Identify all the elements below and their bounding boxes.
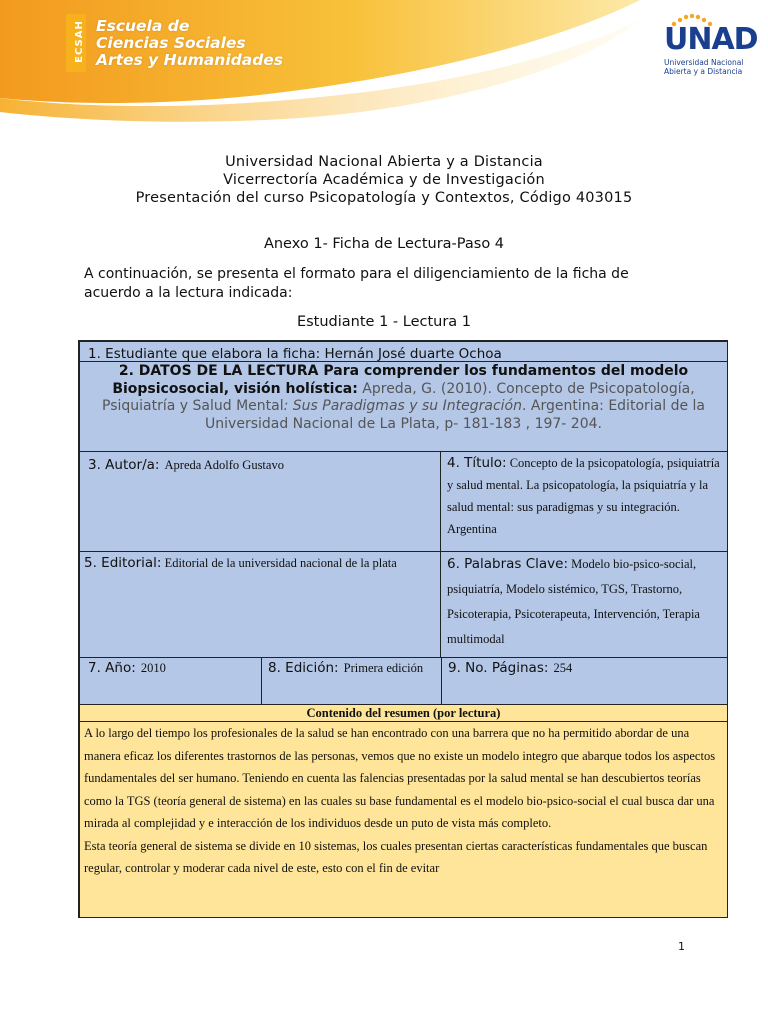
school-name-line-1: Escuela de (96, 17, 190, 35)
publisher-cell (79, 551, 441, 658)
reading-citation-italic: : Sus Paradigmas y su Integración (283, 398, 522, 414)
publisher-value: Editorial de la universidad nacional de la plata (164, 556, 397, 570)
edition-value: Primera edición (343, 661, 424, 675)
header-banner (0, 0, 768, 128)
author-value: Apreda Adolfo Gustavo (164, 458, 284, 472)
publisher-label: 5. Editorial: (84, 555, 162, 571)
school-name-line-2: Ciencias Sociales (96, 34, 246, 52)
summary-paragraph-2: Esta teoría general de sistema se divide en 10 sistemas, los cuales presentan ciertas características fundamentales que buscan regular, controlar y moderar cada nivel de este, esto con el fin de evitar (84, 838, 708, 875)
edition-label: 8. Edición: (268, 660, 339, 676)
school-name-line-3: Artes y Humanidades (96, 51, 284, 69)
summary-body-cell (79, 721, 728, 918)
unad-logo-word: UNAD (664, 22, 758, 57)
keywords-label: 6. Palabras Clave: (447, 556, 569, 572)
pages-label: 9. No. Páginas: (448, 660, 549, 676)
annex-title: Anexo 1- Ficha de Lectura-Paso 4 (263, 236, 505, 252)
keywords-cell (440, 551, 728, 658)
reading-data-label: 2. DATOS DE LA LECTURA Para comprender los fundamentos del modelo Biopsicosocial, visión holística: (112, 363, 689, 397)
summary-title-cell (79, 704, 728, 722)
student-name-text: 1. Estudiante que elabora la ficha: Hernán José duarte Ochoa (88, 346, 502, 362)
document-headings (0, 153, 768, 207)
author-label: 3. Autor/a: (88, 457, 160, 473)
page-number: 1 (678, 940, 685, 953)
title-cell (440, 451, 728, 552)
unad-sub-line-1: Universidad Nacional (664, 58, 744, 67)
reading-form-table (78, 340, 728, 918)
year-value: 2010 (140, 661, 166, 675)
student-name-cell (79, 341, 728, 362)
school-name (96, 18, 283, 69)
year-label: 7. Año: (88, 660, 136, 676)
reading-citation-part-2: . Argentina: Editorial de la Universidad Nacional de La Plata, p- 181-183 , 197- 204. (205, 398, 705, 432)
pages-value: 254 (553, 661, 573, 675)
title-value: Concepto de la psicopatología, psiquiatría y salud mental. La psicopatología, la psiquiatría y la salud mental: sus paradigmas y su integración. Argentina (447, 456, 720, 536)
reading-data-cell (79, 361, 728, 452)
year-cell (79, 657, 262, 705)
reading-citation-part-1: Apreda, G. (2010). Concepto de Psicopatología, Psiquiatría y Salud Mental (102, 380, 695, 414)
heading-university: Universidad Nacional Abierta y a Distancia (225, 154, 543, 170)
unad-sub-line-2: Abierta y a Distancia (664, 67, 743, 76)
title-label: 4. Título: (447, 455, 507, 471)
heading-vicerrectoria: Vicerrectoría Académica y de Investigación (223, 172, 545, 188)
summary-title: Contenido del resumen (por lectura) (306, 706, 501, 720)
keywords-value: Modelo bio-psico-social, psiquiatría, Modelo sistémico, TGS, Trastorno, Psicoterapia, Psicoterapeuta, Intervención, Terapia multimodal (447, 557, 700, 646)
intro-paragraph: A continuación, se presenta el formato para el diligenciamiento de la ficha de acuerdo a la lectura indicada: (84, 266, 629, 301)
author-cell (79, 451, 441, 552)
pages-cell (441, 657, 728, 705)
student-reading-title: Estudiante 1 - Lectura 1 (296, 314, 472, 330)
edition-cell (261, 657, 442, 705)
summary-paragraph-1: A lo largo del tiempo los profesionales de la salud se han encontrado con una barrera que no ha permitido abordar de una manera eficaz los diferentes trastornos de las personas, vemos que no existe un modelo integro que abarque todos los aspectos fundamentales del ser humano. Teniendo en cuenta las falencias presentadas por la salud mental se han descubiertos teorías como la TGS (teoría general de sistema) en las cuales su base fundamental es el modelo bio-psico-social el cual busca dar una mirada al complejidad y e interacción de los individuos desde un puto de vista más completo. (84, 726, 716, 830)
unad-logo-subtitle (664, 58, 743, 76)
heading-course: Presentación del curso Psicopatología y Contextos, Código 403015 (135, 190, 633, 206)
ecsah-badge-text: ECSAH (73, 20, 85, 63)
